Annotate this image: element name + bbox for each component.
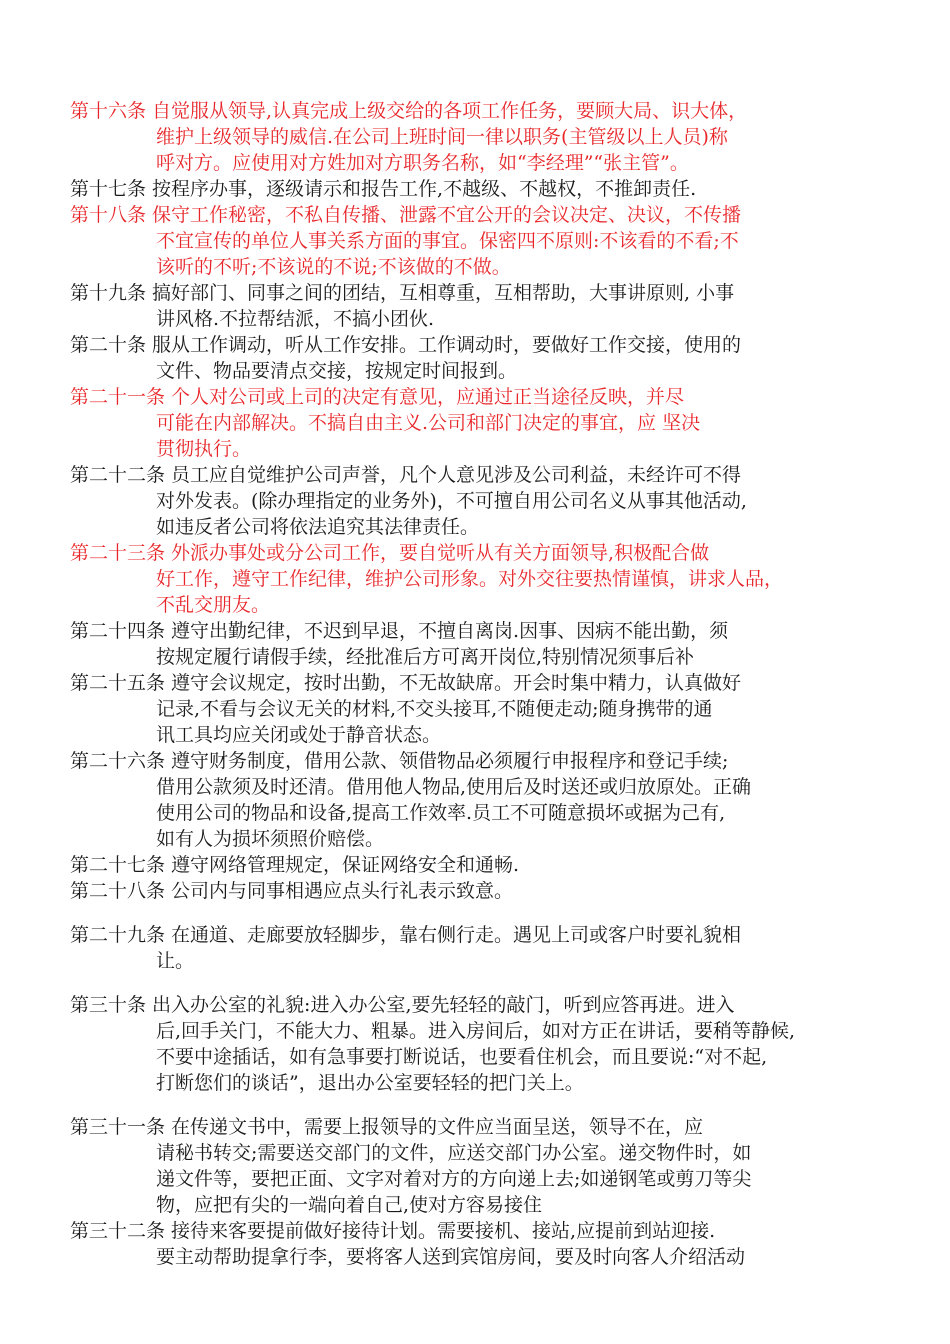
article-21-line-2: 可能在内部解决。不搞自由主义.公司和部门决定的事宜，应 坚决 xyxy=(156,412,701,434)
article-16-line-3: 呼对方。应使用对方姓加对方职务名称，如“李经理”“张主管”。 xyxy=(156,152,689,174)
article-26-line-1: 第二十六条 遵守财务制度，借用公款、领借物品必须履行申报程序和登记手续; xyxy=(70,750,729,772)
article-24-line-1: 第二十四条 遵守出勤纪律，不迟到早退，不擅自离岗.因事、因病不能出勤，须 xyxy=(70,620,729,642)
article-26-line-4: 如有人为损坏须照价赔偿。 xyxy=(156,828,385,850)
article-22-line-1: 第二十二条 员工应自觉维护公司声誉，凡个人意见涉及公司利益，未经许可不得 xyxy=(70,464,742,486)
article-22 xyxy=(70,462,870,540)
article-21-line-3: 贯彻执行。 xyxy=(156,438,252,460)
article-20-line-2: 文件、物品要清点交接，按规定时间报到。 xyxy=(156,360,518,382)
article-21-line-1: 第二十一条 个人对公司或上司的决定有意见，应通过正当途径反映，并尽 xyxy=(70,386,685,408)
article-30 xyxy=(70,992,870,1096)
article-19 xyxy=(70,280,870,332)
article-27 xyxy=(70,852,870,878)
article-24 xyxy=(70,618,870,670)
article-18-line-3: 该听的不听;不该说的不说;不该做的不做。 xyxy=(156,256,511,278)
article-32 xyxy=(70,1218,870,1270)
article-29-line-1: 第二十九条 在通道、走廊要放轻脚步，靠右侧行走。遇见上司或客户时要礼貌相 xyxy=(70,924,742,946)
article-16 xyxy=(70,98,870,176)
article-26-line-3: 使用公司的物品和设备,提高工作效率.员工不可随意损坏或据为己有, xyxy=(156,802,726,824)
article-26 xyxy=(70,748,870,852)
article-22-line-2: 对外发表。(除办理指定的业务外)，不可擅自用公司名义从事其他活动, xyxy=(156,490,747,512)
article-16-line-1: 第十六条 自觉服从领导,认真完成上级交给的各项工作任务，要顾大局、识大体， xyxy=(70,100,748,122)
article-25-line-3: 讯工具均应关闭或处于静音状态。 xyxy=(156,724,442,746)
article-16-line-2: 维护上级领导的威信.在公司上班时间一律以职务(主管级以上人员)称 xyxy=(156,126,728,148)
article-18-line-1: 第十八条 保守工作秘密，不私自传播、泄露不宜公开的会议决定、决议，不传播 xyxy=(70,204,742,226)
article-31-line-3: 递文件等，要把正面、文字对着对方的方向递上去;如递钢笔或剪刀等尖 xyxy=(156,1168,752,1190)
article-28 xyxy=(70,878,870,904)
article-30-line-4: 打断您们的谈话”，退出办公室要轻轻的把门关上。 xyxy=(156,1072,584,1094)
article-23 xyxy=(70,540,870,618)
article-17 xyxy=(70,176,870,202)
article-25-line-1: 第二十五条 遵守会议规定，按时出勤，不无故缺席。开会时集中精力，认真做好 xyxy=(70,672,742,694)
article-24-line-2: 按规定履行请假手续，经批准后方可离开岗位,特别情况须事后补 xyxy=(156,646,695,668)
article-23-line-2: 好工作，遵守工作纪律，维护公司形象。对外交往要热情谨慎，讲求人品， xyxy=(156,568,784,590)
article-25-line-2: 记录,不看与会议无关的材料,不交头接耳,不随便走动;随身携带的通 xyxy=(156,698,713,720)
article-22-line-3: 如违反者公司将依法追究其法律责任。 xyxy=(156,516,480,538)
article-31 xyxy=(70,1114,870,1218)
article-18-line-2: 不宜宣传的单位人事关系方面的事宜。保密四不原则:不该看的不看;不 xyxy=(156,230,739,252)
article-20-line-1: 第二十条 服从工作调动，听从工作安排。工作调动时，要做好工作交接，使用的 xyxy=(70,334,742,356)
article-23-line-3: 不乱交朋友。 xyxy=(156,594,271,616)
article-32-line-2: 要主动帮助提拿行李，要将客人送到宾馆房间，要及时向客人介绍活动 xyxy=(156,1246,746,1268)
article-19-line-1: 第十九条 搞好部门、同事之间的团结，互相尊重，互相帮助，大事讲原则, 小事 xyxy=(70,282,735,304)
article-17-line-1: 第十七条 按程序办事，逐级请示和报告工作,不越级、不越权，不推卸责任. xyxy=(70,178,697,200)
article-28-line-1: 第二十八条 公司内与同事相遇应点头行礼表示致意。 xyxy=(70,880,514,902)
article-18 xyxy=(70,202,870,280)
article-30-line-1: 第三十条 出入办公室的礼貌:进入办公室,要先轻轻的敲门，听到应答再进。进入 xyxy=(70,994,735,1016)
article-31-line-4: 物，应把有尖的一端向着自己,使对方容易接住 xyxy=(156,1194,543,1216)
article-19-line-2: 讲风格.不拉帮结派，不搞小团伙. xyxy=(156,308,435,330)
article-29-line-2: 让。 xyxy=(156,950,195,972)
article-25 xyxy=(70,670,870,748)
article-21 xyxy=(70,384,870,462)
article-32-line-1: 第三十二条 接待来客要提前做好接待计划。需要接机、接站,应提前到站迎接. xyxy=(70,1220,716,1242)
article-31-line-1: 第三十一条 在传递文书中，需要上报领导的文件应当面呈送，领导不在，应 xyxy=(70,1116,704,1138)
article-31-line-2: 请秘书转交;需要送交部门的文件，应送交部门办公室。递交物件时，如 xyxy=(156,1142,752,1164)
article-29 xyxy=(70,922,870,974)
article-20 xyxy=(70,332,870,384)
article-30-line-3: 不要中途插话，如有急事要打断说话，也要看住机会，而且要说:“对不起, xyxy=(156,1046,768,1068)
article-23-line-1: 第二十三条 外派办事处或分公司工作，要自觉听从有关方面领导,积极配合做 xyxy=(70,542,710,564)
article-27-line-1: 第二十七条 遵守网络管理规定，保证网络安全和通畅. xyxy=(70,854,520,876)
article-30-line-2: 后,回手关门，不能大力、粗暴。进入房间后，如对方正在讲话，要稍等静候, xyxy=(156,1020,796,1042)
article-26-line-2: 借用公款须及时还清。借用他人物品,使用后及时送还或归放原处。正确 xyxy=(156,776,752,798)
